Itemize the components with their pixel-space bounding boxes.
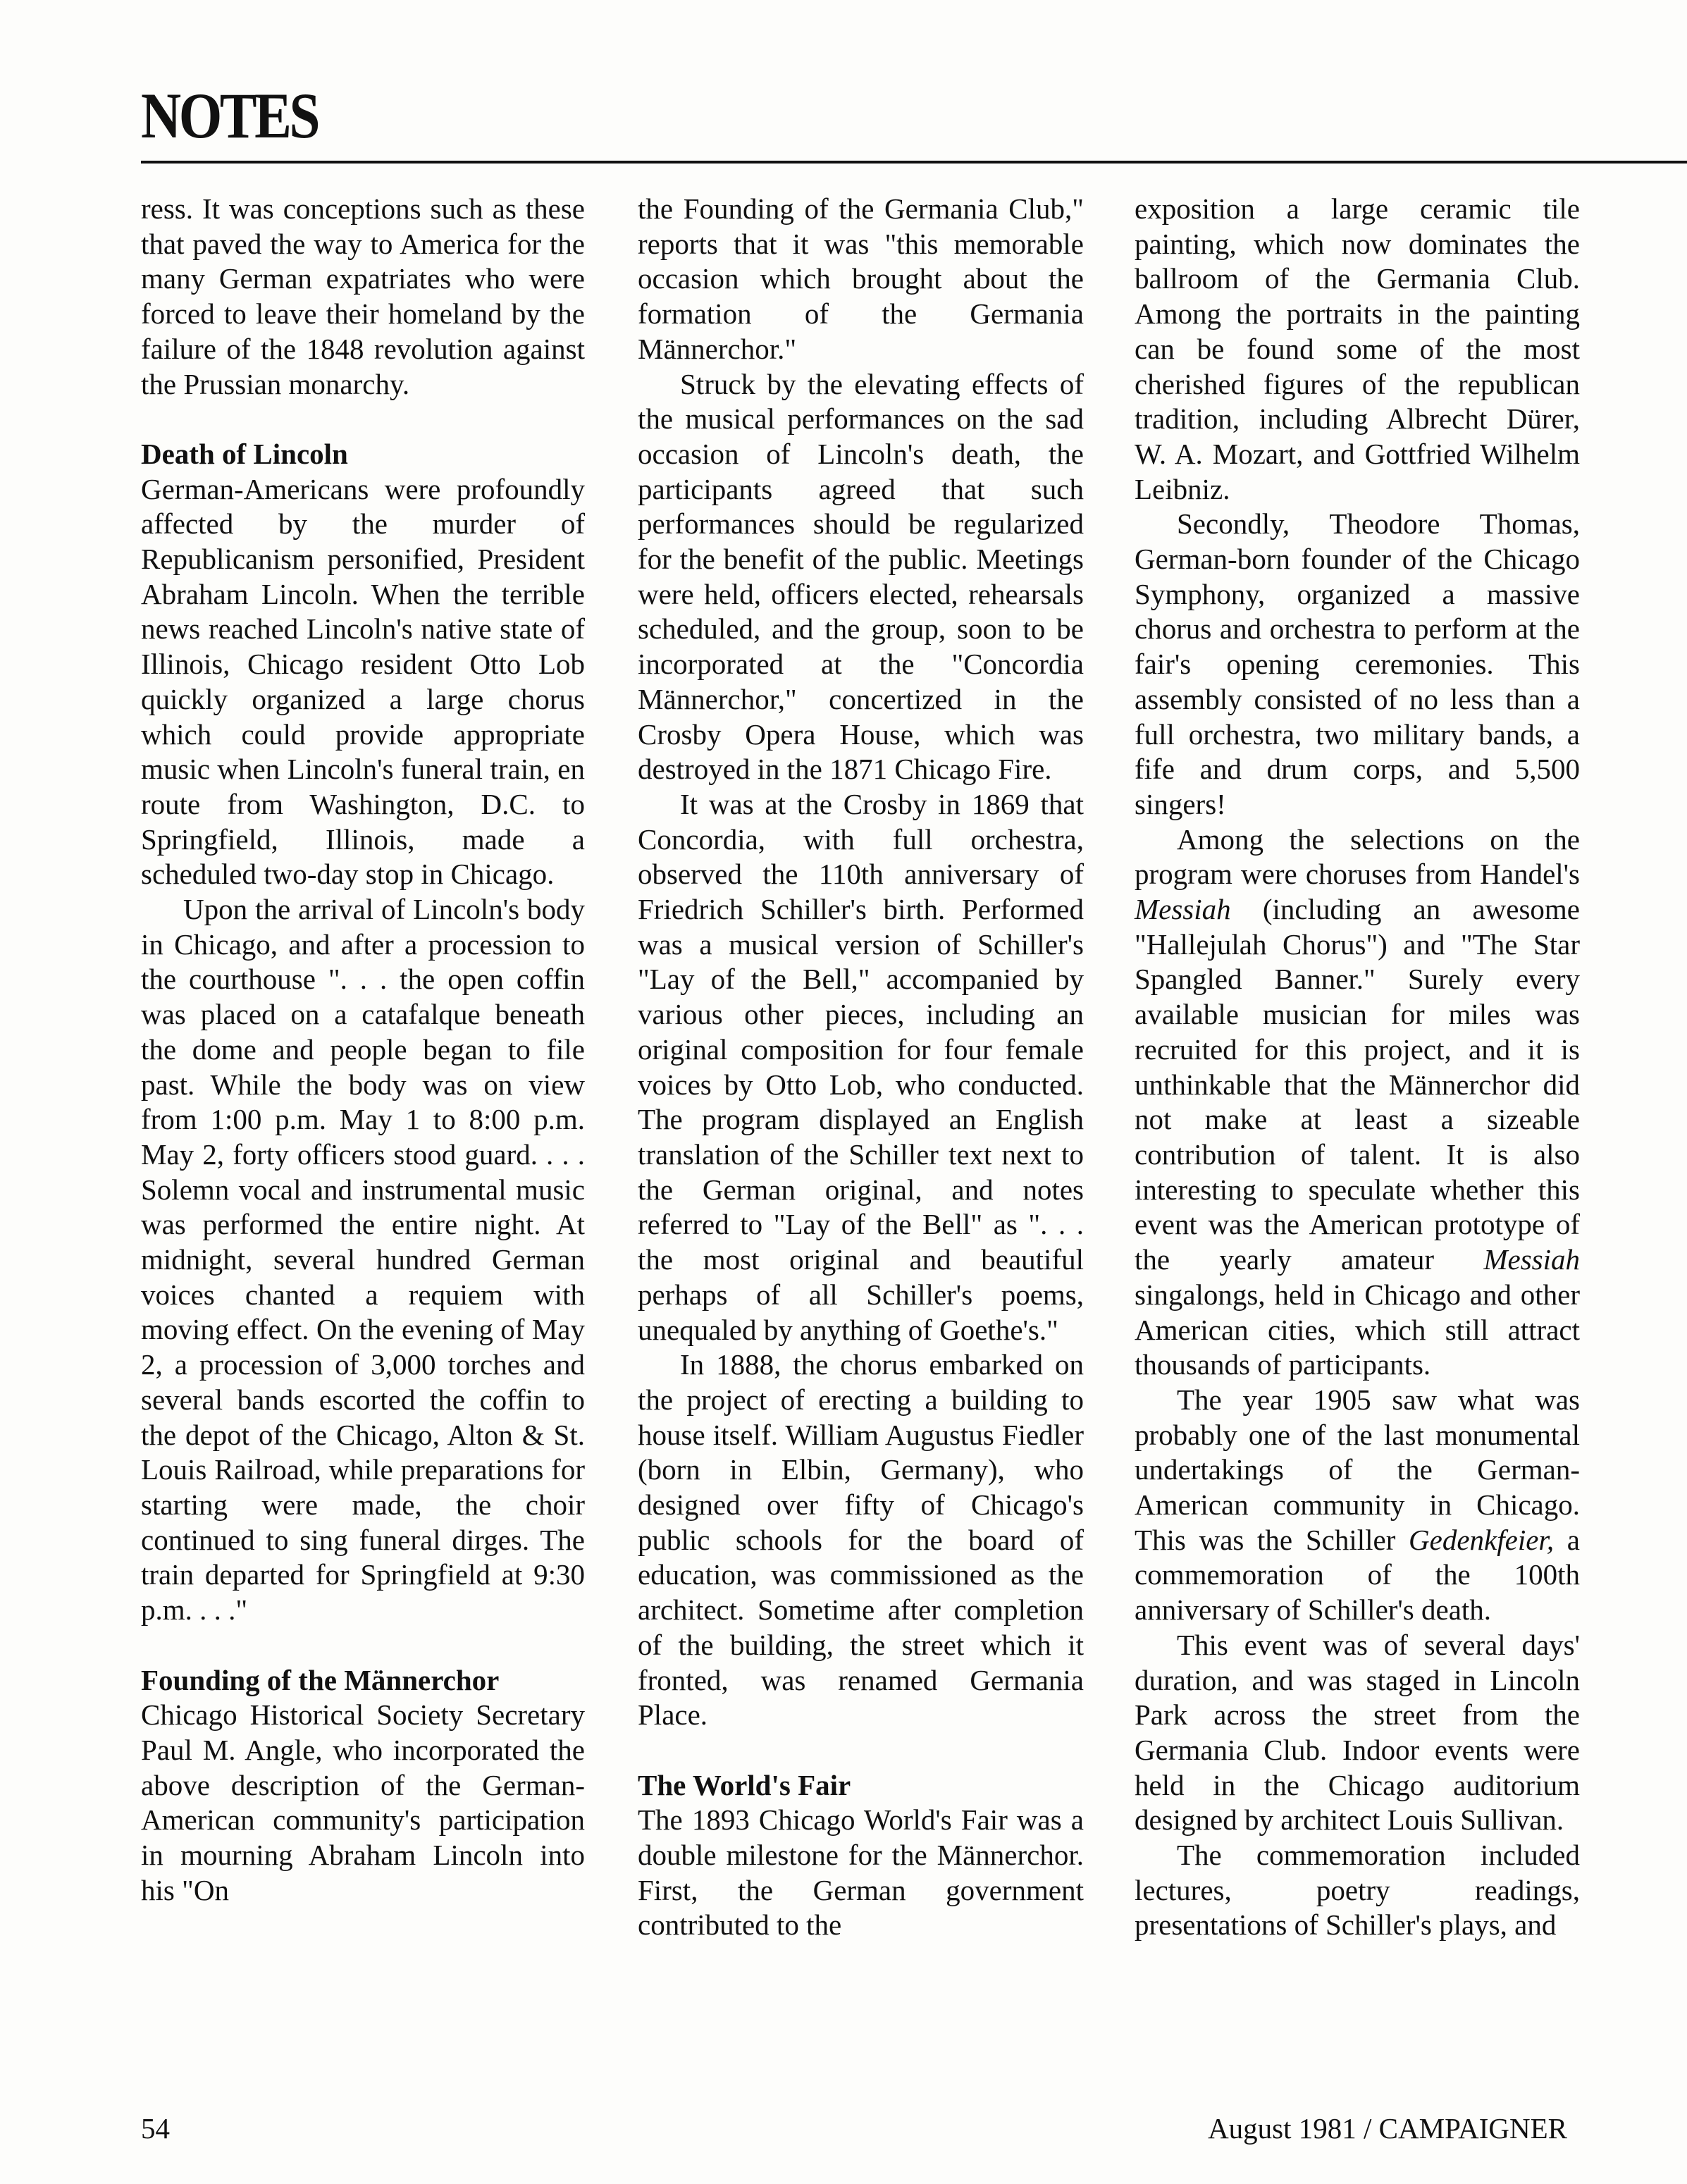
paragraph-spacer [638,1733,1084,1768]
paragraph: Chicago Historical Society Secretary Paul M. Angle, who incorporated the above description of the German-American community's participation in mourning Abraham Lincoln into his "On [141,1698,585,1906]
paragraph: The commemoration included lectures, poetry readings, presentations of Schiller's plays, and [1135,1839,1580,1942]
italic-title: Messiah [1483,1243,1580,1276]
paragraph: the Founding of the Germania Club," reports that it was "this memorable occasion which brought about the formation of the Germania Männerchor." [638,192,1084,365]
paragraph-spacer [141,402,585,437]
text-run: The year 1905 saw what was probably one of the last monumental undertakings of the German-American community in Chicago. This was the Schiller [1135,1383,1580,1556]
text-column-3 [1135,192,1580,1943]
text-run: a commemoration of the 100th anniversary of Schiller's death. [1135,1523,1580,1627]
subheading-founding-of-the-mannerchor: Founding of the Männerchor [141,1663,500,1696]
text-column-1 [141,192,585,1908]
text-run: Among the selections on the program were choruses from Handel's [1135,822,1580,891]
text-run: (including an awesome "Hallejulah Chorus") and "The Star Spangled Banner." Surely every available musician for miles was recruited for this project, and it is unthinkable that the Männerchor did not make at least a sizeable contribution of talent. It is also interesting to speculate whether this event was the American prototype of the yearly amateur [1135,893,1580,1276]
text-column-2 [638,192,1084,1943]
paragraph: German-Americans were profoundly affected by the murder of Republicanism personified, President Abraham Lincoln. When the terrible news reached Lincoln's native state of Illinois, Chicago resident Otto Lob quickly organized a large chorus which could provide appropriate music when Lincoln's funeral train, en route from Washington, D.C. to Springfield, Illinois, made a scheduled two-day stop in Chicago. [141,472,585,891]
paragraph: exposition a large ceramic tile painting, which now dominates the ballroom of the Germania Club. Among the portraits in the painting can be found some of the most cherished figures of the republican tradition, including Albrecht Dürer, W. A. Mozart, and Gottfried Wilhelm Leibniz. [1135,192,1580,505]
header-rule [141,161,1687,164]
section-label: NOTES [141,80,319,152]
paragraph: ress. It was conceptions such as these that paved the way to America for the many German expatriates who were forced to leave their homeland by the failure of the 1848 revolution against the Prussian monarchy. [141,192,585,400]
paragraph: Secondly, Theodore Thomas, German-born founder of the Chicago Symphony, organized a massive chorus and orchestra to perform at the fair's opening ceremonies. This assembly consisted of no less than a full orchestra, two military bands, a fife and drum corps, and 5,500 singers! [1135,507,1580,820]
paragraph: Struck by the elevating effects of the musical performances on the sad occasion of Lincoln's death, the participants agreed that such performances should be regularized for the benefit of the public. Meetings were held, officers elected, rehearsals scheduled, and the group, soon to be incorporated at the "Concordia Männerchor," concertized in the Crosby Opera House, which was destroyed in the 1871 Chicago Fire. [638,367,1084,786]
paragraph: It was at the Crosby in 1869 that Concordia, with full orchestra, observed the 110th anniversary of Friedrich Schiller's birth. Performed was a musical version of Schiller's "Lay of the Bell," accompanied by various other pieces, including an original composition for four female voices by Otto Lob, who conducted. The program displayed an English translation of the Schiller text next to the German original, and notes referred to "Lay of the Bell" as ". . . the most original and beautiful perhaps of all Schiller's poems, unequaled by anything of Goethe's." [638,787,1084,1346]
page-number: 54 [141,2112,170,2145]
italic-title: Messiah [1135,893,1231,926]
subheading-death-of-lincoln: Death of Lincoln [141,437,348,470]
paragraph: The 1893 Chicago World's Fair was a double milestone for the Männerchor. First, the German government contributed to the [638,1803,1084,1942]
paragraph: In 1888, the chorus embarked on the project of erecting a building to house itself. William Augustus Fiedler (born in Elbin, Germany), who designed over fifty of Chicago's public schools for the board of education, was commissioned as the architect. Sometime after completion of the building, the street which it fronted, was renamed Germania Place. [638,1348,1084,1732]
italic-term: Gedenkfeier, [1409,1523,1555,1556]
text-run: singalongs, held in Chicago and other American cities, which still attract thousands of participants. [1135,1278,1580,1381]
issue-line: August 1981 / CAMPAIGNER [1208,2112,1567,2145]
paragraph-spacer [141,1628,585,1663]
paragraph: This event was of several days' duration, and was staged in Lincoln Park across the street from the Germania Club. Indoor events were held in the Chicago auditorium designed by architect Louis Sullivan. [1135,1628,1580,1837]
paragraph: Upon the arrival of Lincoln's body in Chicago, and after a procession to the courthouse ". . . the open coffin was placed on a catafalque beneath the dome and people began to file past. While the body was on view from 1:00 p.m. May 1 to 8:00 p.m. May 2, forty officers stood guard. . . . Solemn vocal and instrumental music was performed the entire night. At midnight, several hundred German voices chanted a requiem with moving effect. On the evening of May 2, a procession of 3,000 torches and several bands escorted the coffin to the depot of the Chicago, Alton & St. Louis Railroad, while preparations for starting were made, the choir continued to sing funeral dirges. The train departed for Springfield at 9:30 p.m. . . ." [141,893,585,1627]
paragraph [1135,1383,1580,1628]
subheading-the-worlds-fair: The World's Fair [638,1768,851,1801]
paragraph [1135,822,1580,1383]
